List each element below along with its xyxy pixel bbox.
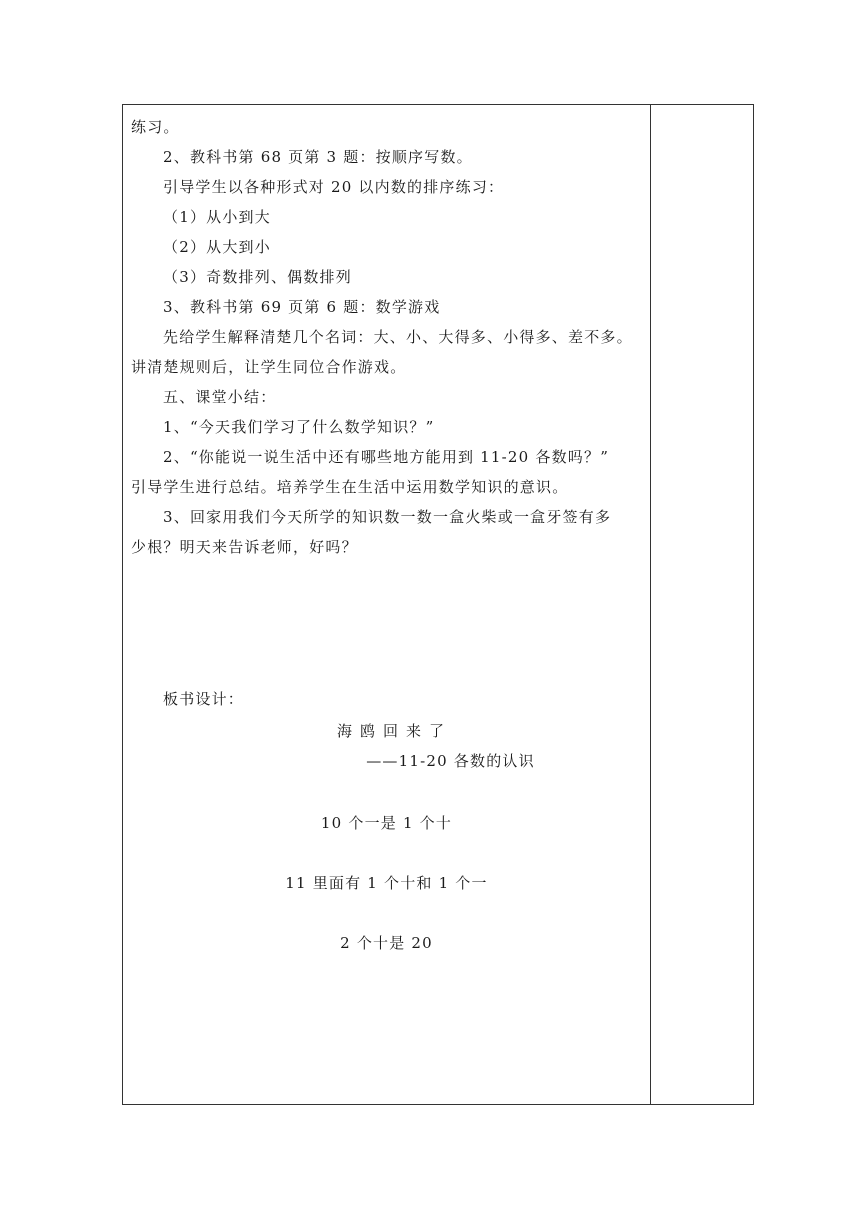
board-title: 海鸥回来了 (336, 722, 452, 740)
board-design-heading: 板书设计： (163, 690, 245, 708)
text-line: 练习。 (131, 118, 180, 136)
text-line: 引导学生以各种形式对 20 以内数的排序练习： (163, 178, 505, 196)
text-line: （2）从大到小 (163, 238, 271, 256)
column-divider (650, 105, 651, 1104)
text-line: 讲清楚规则后，让学生同位合作游戏。 (131, 358, 407, 376)
text-line: 引导学生进行总结。培养学生在生活中运用数学知识的意识。 (131, 478, 569, 496)
text-line: 少根？明天来告诉老师，好吗？ (131, 538, 358, 556)
board-fact: 10 个一是 1 个十 (320, 814, 453, 832)
section-heading: 五、课堂小结： (163, 388, 277, 406)
lesson-content-cell (123, 105, 650, 1104)
text-line: 2、教科书第 68 页第 3 题：按顺序写数。 (163, 148, 473, 166)
text-line: （1）从小到大 (163, 208, 271, 226)
text-line: （3）奇数排列、偶数排列 (163, 268, 352, 286)
board-fact: 11 里面有 1 个十和 1 个一 (285, 874, 488, 892)
text-line: 3、回家用我们今天所学的知识数一数一盒火柴或一盒牙签有多 (163, 508, 612, 526)
board-fact: 2 个十是 20 (340, 934, 433, 952)
text-line: 3、教科书第 69 页第 6 题：数学游戏 (163, 298, 441, 316)
text-line: 1、“今天我们学习了什么数学知识？” (163, 418, 435, 436)
text-line: 先给学生解释清楚几个名词：大、小、大得多、小得多、差不多。 (163, 328, 633, 346)
lesson-plan-table (122, 104, 754, 1105)
board-subtitle: ——11-20 各数的认识 (366, 752, 535, 770)
text-line: 2、“你能说一说生活中还有哪些地方能用到 11-20 各数吗？” (163, 448, 610, 466)
